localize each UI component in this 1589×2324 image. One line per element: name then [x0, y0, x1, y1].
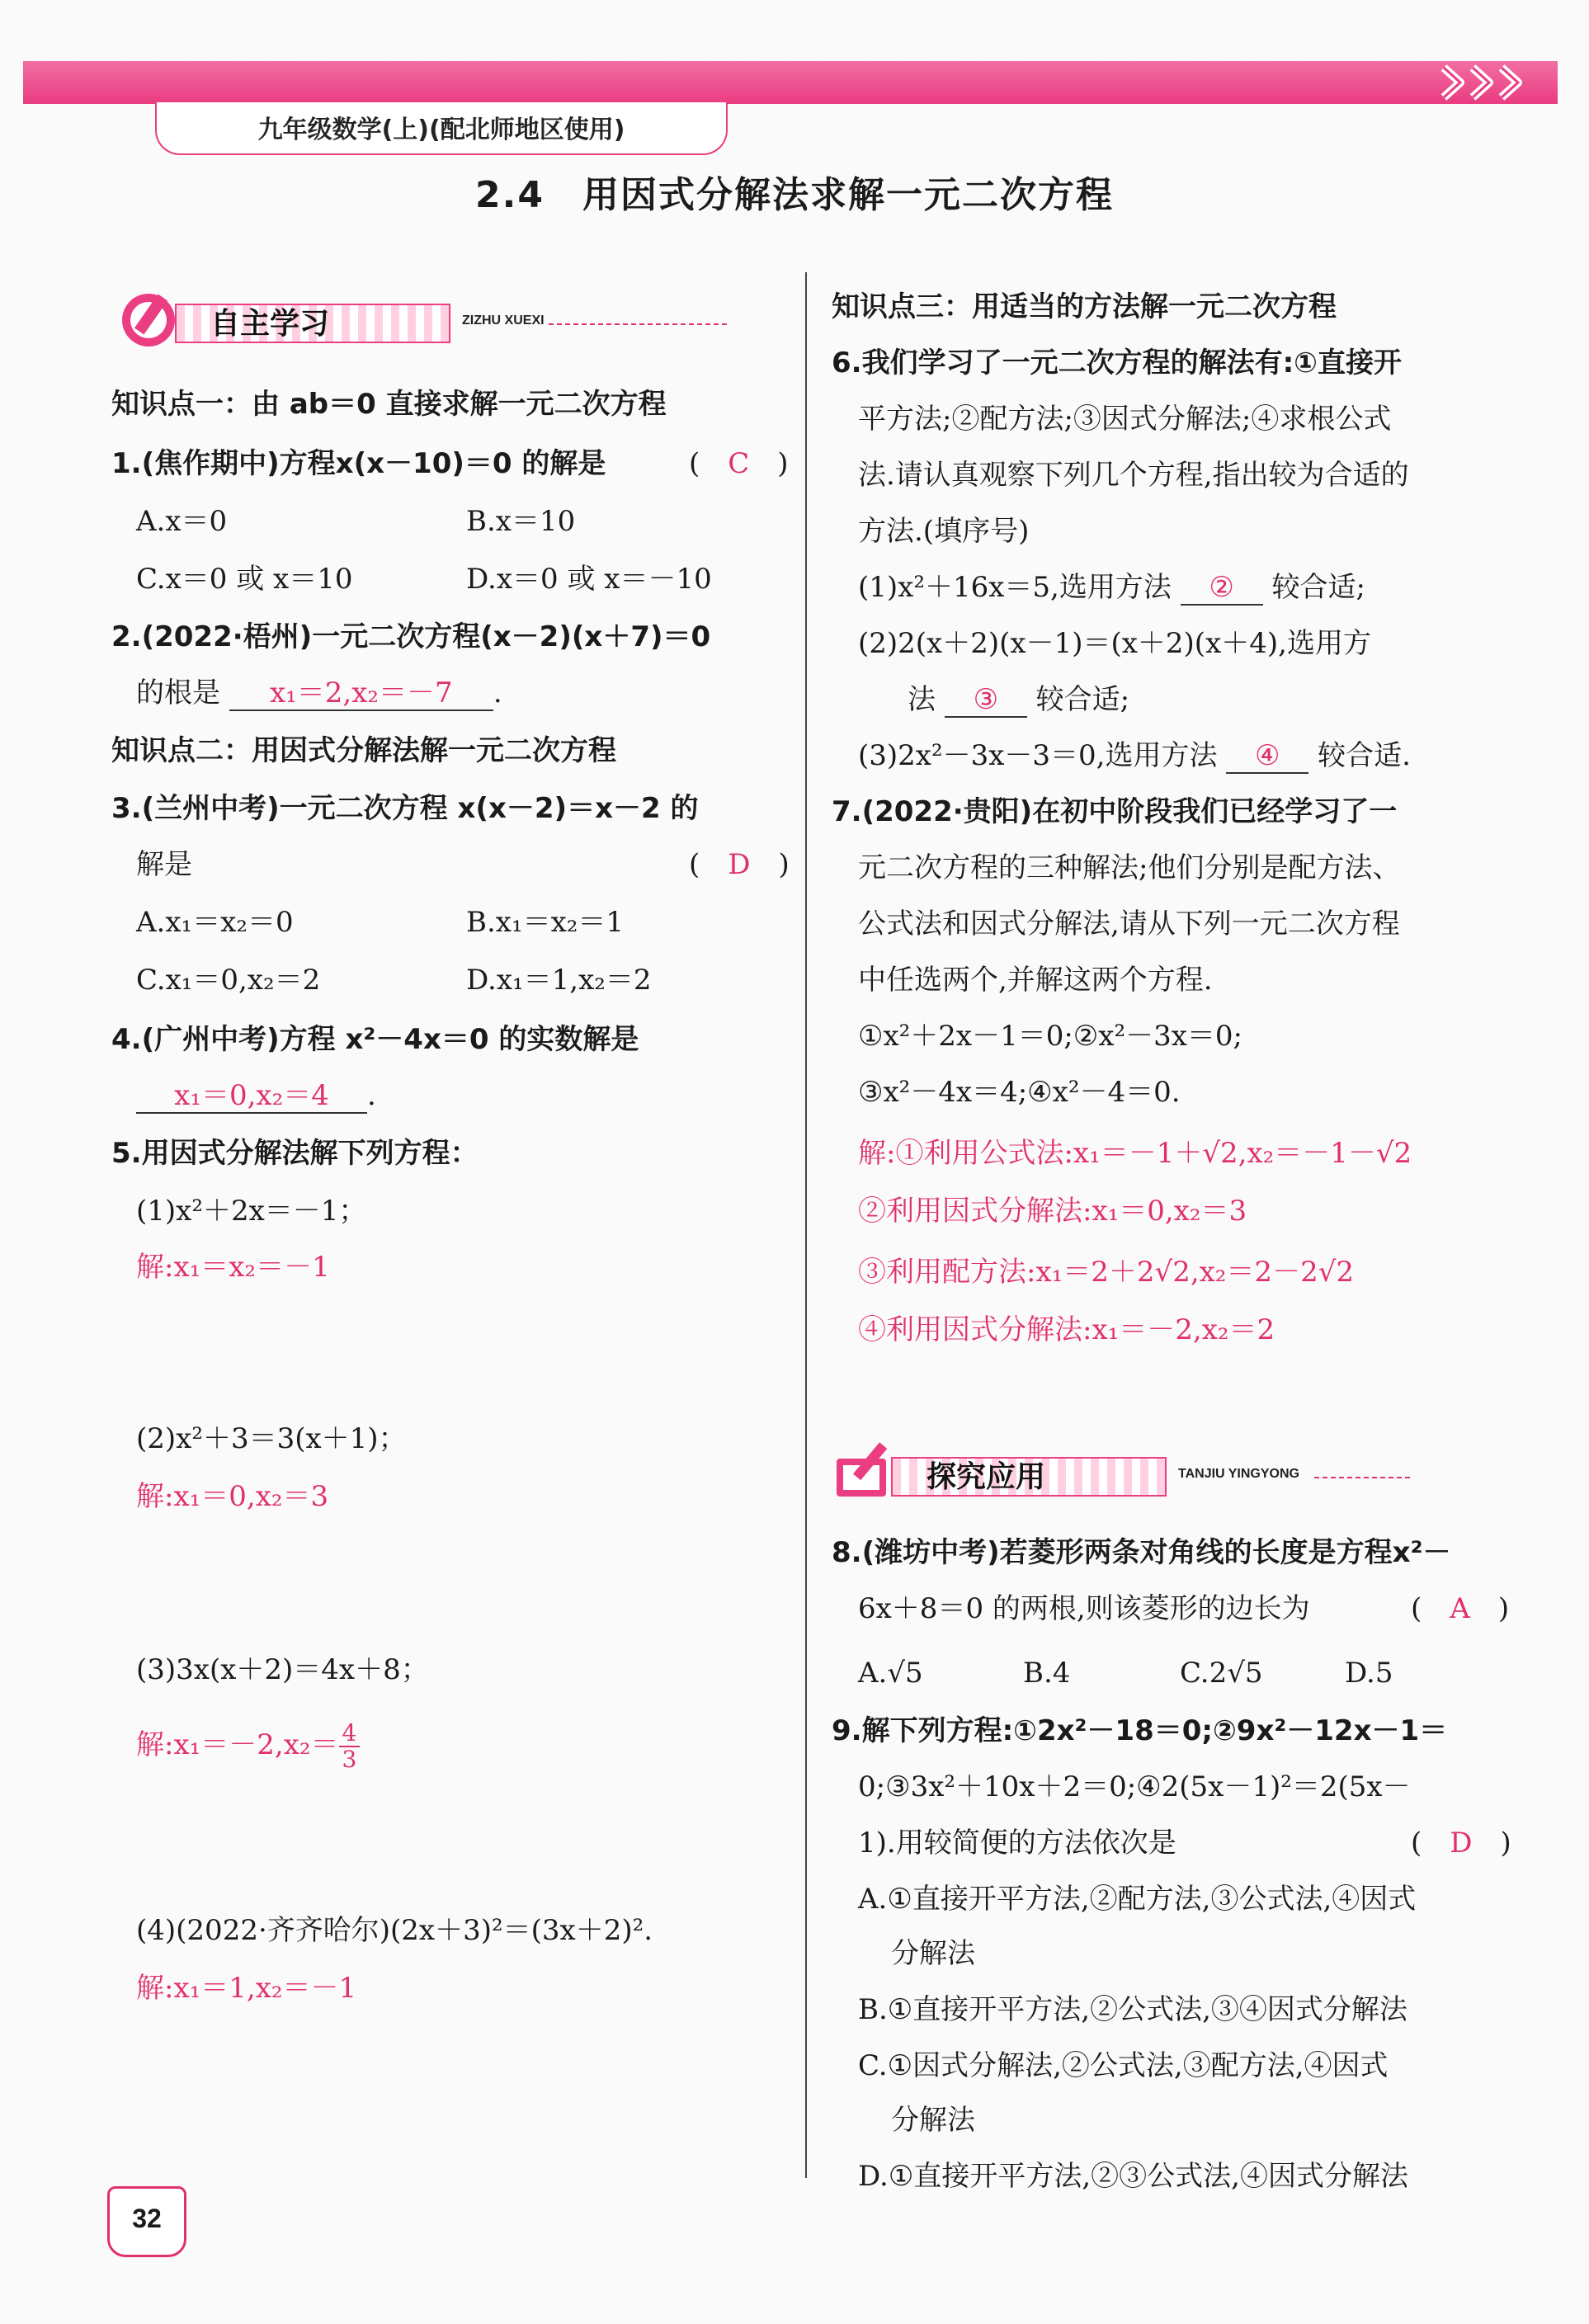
q5-answer-3: [136, 1721, 360, 1772]
page-title: 2.4 用因式分解法求解一元二次方程: [475, 174, 1114, 216]
q8-line-2: 6x＋8＝0 的两根,则该菱形的边长为: [858, 1592, 1310, 1625]
q8-choice-d: D.5: [1345, 1657, 1393, 1690]
q7-answer-2: ②利用因式分解法:x₁＝0,x₂＝3: [858, 1195, 1247, 1228]
q9-choice-a-cont: 分解法: [891, 1937, 975, 1970]
dotted-arrow: [1314, 1477, 1413, 1478]
q4-end: .: [367, 1079, 376, 1112]
q6-part-1: [858, 569, 1365, 606]
q9-choice-a: A.①直接开平方法,②配方法,③公式法,④因式: [858, 1883, 1417, 1916]
q6-answer-3: ④: [1226, 739, 1308, 774]
q5-part-1: (1)x²＋2x＝－1；: [136, 1195, 367, 1228]
q8-choice-c: C.2√5: [1180, 1657, 1263, 1690]
header-tab: [155, 102, 728, 155]
badge-pinyin: TANJIU YINGYONG: [1178, 1467, 1299, 1481]
fraction-numerator: 4: [339, 1721, 361, 1747]
q9-choice-d: D.①直接开平方法,②③公式法,④因式分解法: [858, 2160, 1408, 2193]
q6-answer-1: ②: [1181, 571, 1263, 606]
q2-stem-cont: 的根是: [136, 676, 220, 709]
q1-stem: [111, 445, 606, 482]
q6-part-1-text: (1)x²＋16x＝5,选用方法: [858, 571, 1172, 604]
q5-part-2: (2)x²＋3＝3(x＋1)；: [136, 1422, 407, 1455]
header-band: [23, 61, 1558, 102]
q7-line-2: 元二次方程的三种解法;他们分别是配方法、: [858, 851, 1401, 884]
q8-choice-b: B.4: [1023, 1657, 1071, 1690]
q3-answer-paren: ( D ): [689, 848, 790, 881]
q9-answer-paren: ( D ): [1411, 1827, 1511, 1860]
q5-answer-4: 解:x₁＝1,x₂＝－1: [136, 1972, 357, 2005]
q2-end: .: [493, 676, 502, 709]
q9-choice-c-cont: 分解法: [891, 2104, 975, 2137]
q1-choice-a: A.x＝0: [136, 505, 228, 538]
q4-stem: 4.(广州中考)方程 x²－4x＝0 的实数解是: [111, 1023, 639, 1056]
q7-answer-3: ③利用配方法:x₁＝2＋2√2,x₂＝2－2√2: [858, 1256, 1354, 1289]
q1-answer-paren: ( C ): [689, 447, 789, 480]
q9-choice-c: C.①因式分解法,②公式法,③配方法,④因式: [858, 2049, 1389, 2082]
q9-line-1: 9.解下列方程:①2x²－18＝0;②9x²－12x－1＝: [832, 1714, 1448, 1747]
q6-part-1-end: 较合适;: [1271, 571, 1365, 604]
column-divider: [805, 272, 807, 2178]
q2-answer: x₁＝2,x₂＝－7: [229, 676, 493, 711]
book-title: 九年级数学(上)(配北师地区使用): [257, 115, 625, 144]
chevron-right-icon: [1427, 51, 1551, 109]
badge-label: 自主学习: [210, 307, 330, 341]
q6-part-2-text: 法: [908, 683, 936, 716]
header-rule-right: [724, 102, 1558, 104]
q1-choice-c: C.x＝0 或 x＝10: [136, 563, 353, 596]
q9-line-3: 1).用较简便的方法依次是: [858, 1827, 1176, 1860]
q3-choice-d: D.x₁＝1,x₂＝2: [466, 964, 652, 997]
q5-answer-1: 解:x₁＝x₂＝－1: [136, 1251, 330, 1284]
q7-answer-4: ④利用因式分解法:x₁＝－2,x₂＝2: [858, 1313, 1275, 1346]
knowledge-point-3: 知识点三：用适当的方法解一元二次方程: [832, 290, 1337, 323]
q3-choice-b: B.x₁＝x₂＝1: [466, 906, 625, 939]
q6-line-3: 法.请认真观察下列几个方程,指出较为合适的: [858, 459, 1409, 492]
q5-stem: 5.用因式分解法解下列方程：: [111, 1137, 479, 1170]
q5-part-4: (4)(2022·齐齐哈尔)(2x＋3)²＝(3x＋2)².: [136, 1914, 653, 1947]
section-badge-zizhu: [116, 289, 776, 346]
knowledge-point-2: 知识点二：用因式分解法解一元二次方程: [111, 734, 616, 767]
q9-choice-b: B.①直接开平方法,②公式法,③④因式分解法: [858, 1993, 1407, 2026]
q1-choice-d: D.x＝0 或 x＝－10: [466, 563, 712, 596]
q9-line-2: 0;③3x²＋10x＋2＝0;④2(5x－1)²＝2(5x－: [858, 1770, 1411, 1803]
q6-part-3-end: 较合适.: [1318, 739, 1411, 772]
q5-part-3: (3)3x(x＋2)＝4x＋8；: [136, 1653, 429, 1686]
section-badge-tanjiu: [832, 1442, 1492, 1500]
fraction: [339, 1721, 361, 1772]
q7-line-3: 公式法和因式分解法,请从下列一元二次方程: [858, 907, 1400, 940]
page-number: 32: [132, 2204, 162, 2233]
q8-line-1: 8.(潍坊中考)若菱形两条对角线的长度是方程x²－: [832, 1536, 1451, 1569]
q2-answer-line: [136, 675, 502, 711]
q6-line-1: 6.我们学习了一元二次方程的解法有:①直接开: [832, 346, 1402, 379]
dotted-arrow: [549, 323, 730, 325]
q3-stem-cont: 解是: [136, 848, 192, 881]
q2-stem: 2.(2022·梧州)一元二次方程(x－2)(x＋7)＝0: [111, 620, 711, 653]
q6-part-2-end: 较合适;: [1035, 683, 1130, 716]
q7-line-5: ①x²＋2x－1＝0;②x²－3x＝0;: [858, 1020, 1242, 1053]
q9-answer: D: [1450, 1827, 1473, 1860]
q3-choice-c: C.x₁＝0,x₂＝2: [136, 964, 321, 997]
q8-answer: A: [1450, 1592, 1470, 1625]
q4-answer-line: [136, 1077, 376, 1114]
q8-answer-paren: ( A ): [1411, 1592, 1510, 1625]
q6-answer-2: ③: [945, 683, 1027, 718]
page-number-box: [107, 2186, 186, 2257]
q7-answer-1: 解:①利用公式法:x₁＝－1＋√2,x₂＝－1－√2: [858, 1137, 1412, 1170]
q1-answer: C: [728, 447, 750, 480]
q3-stem: 3.(兰州中考)一元二次方程 x(x－2)＝x－2 的: [111, 792, 699, 825]
q6-line-2: 平方法;②配方法;③因式分解法;④求根公式: [858, 403, 1392, 436]
q6-part-3: [858, 738, 1411, 774]
q6-part-2: (2)2(x＋2)(x－1)＝(x＋2)(x＋4),选用方: [858, 627, 1371, 660]
badge-pinyin: ZIZHU XUEXI: [462, 313, 545, 328]
q8-choice-a: A.√5: [858, 1657, 923, 1690]
q1-choice-b: B.x＝10: [466, 505, 576, 538]
q3-answer: D: [728, 848, 751, 881]
q6-line-4: 方法.(填序号): [858, 515, 1030, 548]
q5-answer-2: 解:x₁＝0,x₂＝3: [136, 1480, 329, 1513]
q6-part-2-cont: [908, 681, 1129, 718]
badge-label: 探究应用: [927, 1460, 1046, 1494]
q5-answer-3-text: 解:x₁＝－2,x₂＝: [136, 1728, 339, 1761]
header-rule-left: [23, 102, 155, 104]
fraction-denominator: 3: [342, 1746, 357, 1773]
q7-line-4: 中任选两个,并解这两个方程.: [858, 964, 1213, 997]
q1-stem-text: 1.(焦作期中)方程x(x－10)＝0 的解是: [111, 447, 606, 480]
q7-line-1: 7.(2022·贵阳)在初中阶段我们已经学习了一: [832, 795, 1398, 828]
q4-answer: x₁＝0,x₂＝4: [136, 1079, 367, 1114]
q7-line-6: ③x²－4x＝4;④x²－4＝0.: [858, 1076, 1181, 1109]
q6-part-3-text: (3)2x²－3x－3＝0,选用方法: [858, 739, 1218, 772]
knowledge-point-1: 知识点一：由 ab＝0 直接求解一元二次方程: [111, 388, 667, 421]
q3-choice-a: A.x₁＝x₂＝0: [136, 906, 294, 939]
